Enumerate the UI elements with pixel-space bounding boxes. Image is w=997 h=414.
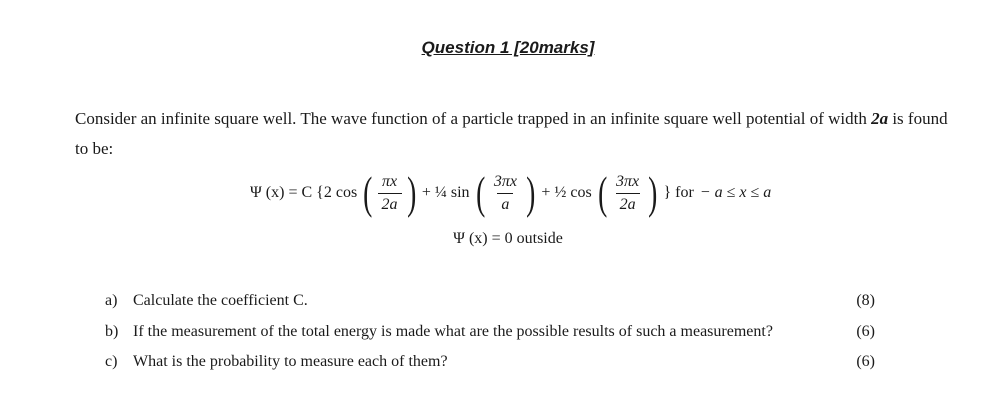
eq-group-3: ( $\frac{3\pi x}{2a}$ ) (597, 167, 658, 218)
question-marks: (8) (856, 292, 875, 309)
eq-term-2: + ¼ sin (421, 184, 470, 201)
fraction-1-numerator: πx (381, 172, 398, 190)
intro-paragraph (75, 104, 955, 164)
outside-equation: Ψ (x) = 0 outside (453, 230, 563, 247)
eq-group-2: ( $\frac{3\pi x}{a}$ ) (475, 167, 536, 218)
question-text: If the measurement of the total energy is made what are the possible results of such a measurement? (133, 323, 773, 340)
eq-lhs: Ψ (x) = C {2 cos (250, 184, 358, 201)
question-title: Question 1 [20marks] (421, 38, 595, 57)
well-width: 2a (871, 109, 889, 128)
fraction-2-denominator: a (497, 193, 513, 214)
eq-group-1: ( $\frac{\pi x}{2a}$ ) (363, 167, 416, 218)
question-text: Calculate the coefficient C. (133, 292, 308, 309)
intro-text-after: is found to be: (75, 109, 948, 158)
question-letter: a) (105, 292, 118, 309)
fraction-1-denominator: 2a (378, 193, 402, 214)
fraction-3-denominator: 2a (616, 193, 640, 214)
eq-domain: − a ≤ x ≤ a (699, 184, 772, 201)
question-marks: (6) (856, 353, 875, 370)
question-letter: b) (105, 323, 119, 340)
eq-term-3: + ½ cos (541, 184, 592, 201)
intro-text-before: Consider an infinite square well. The wave function of a particle trapped in an infinite square well potential of width (75, 109, 872, 128)
fraction-2 (490, 173, 521, 214)
question-letter: c) (105, 353, 118, 370)
fraction-3 (612, 173, 643, 214)
eq-tail: } for (663, 184, 694, 201)
fraction-1 (378, 173, 402, 214)
fraction-2-numerator: 3πx (493, 172, 517, 190)
fraction-3-numerator: 3πx (616, 172, 640, 190)
wave-function-equation (247, 166, 774, 220)
question-marks: (6) (856, 323, 875, 340)
question-text: What is the probability to measure each of them? (133, 353, 448, 370)
